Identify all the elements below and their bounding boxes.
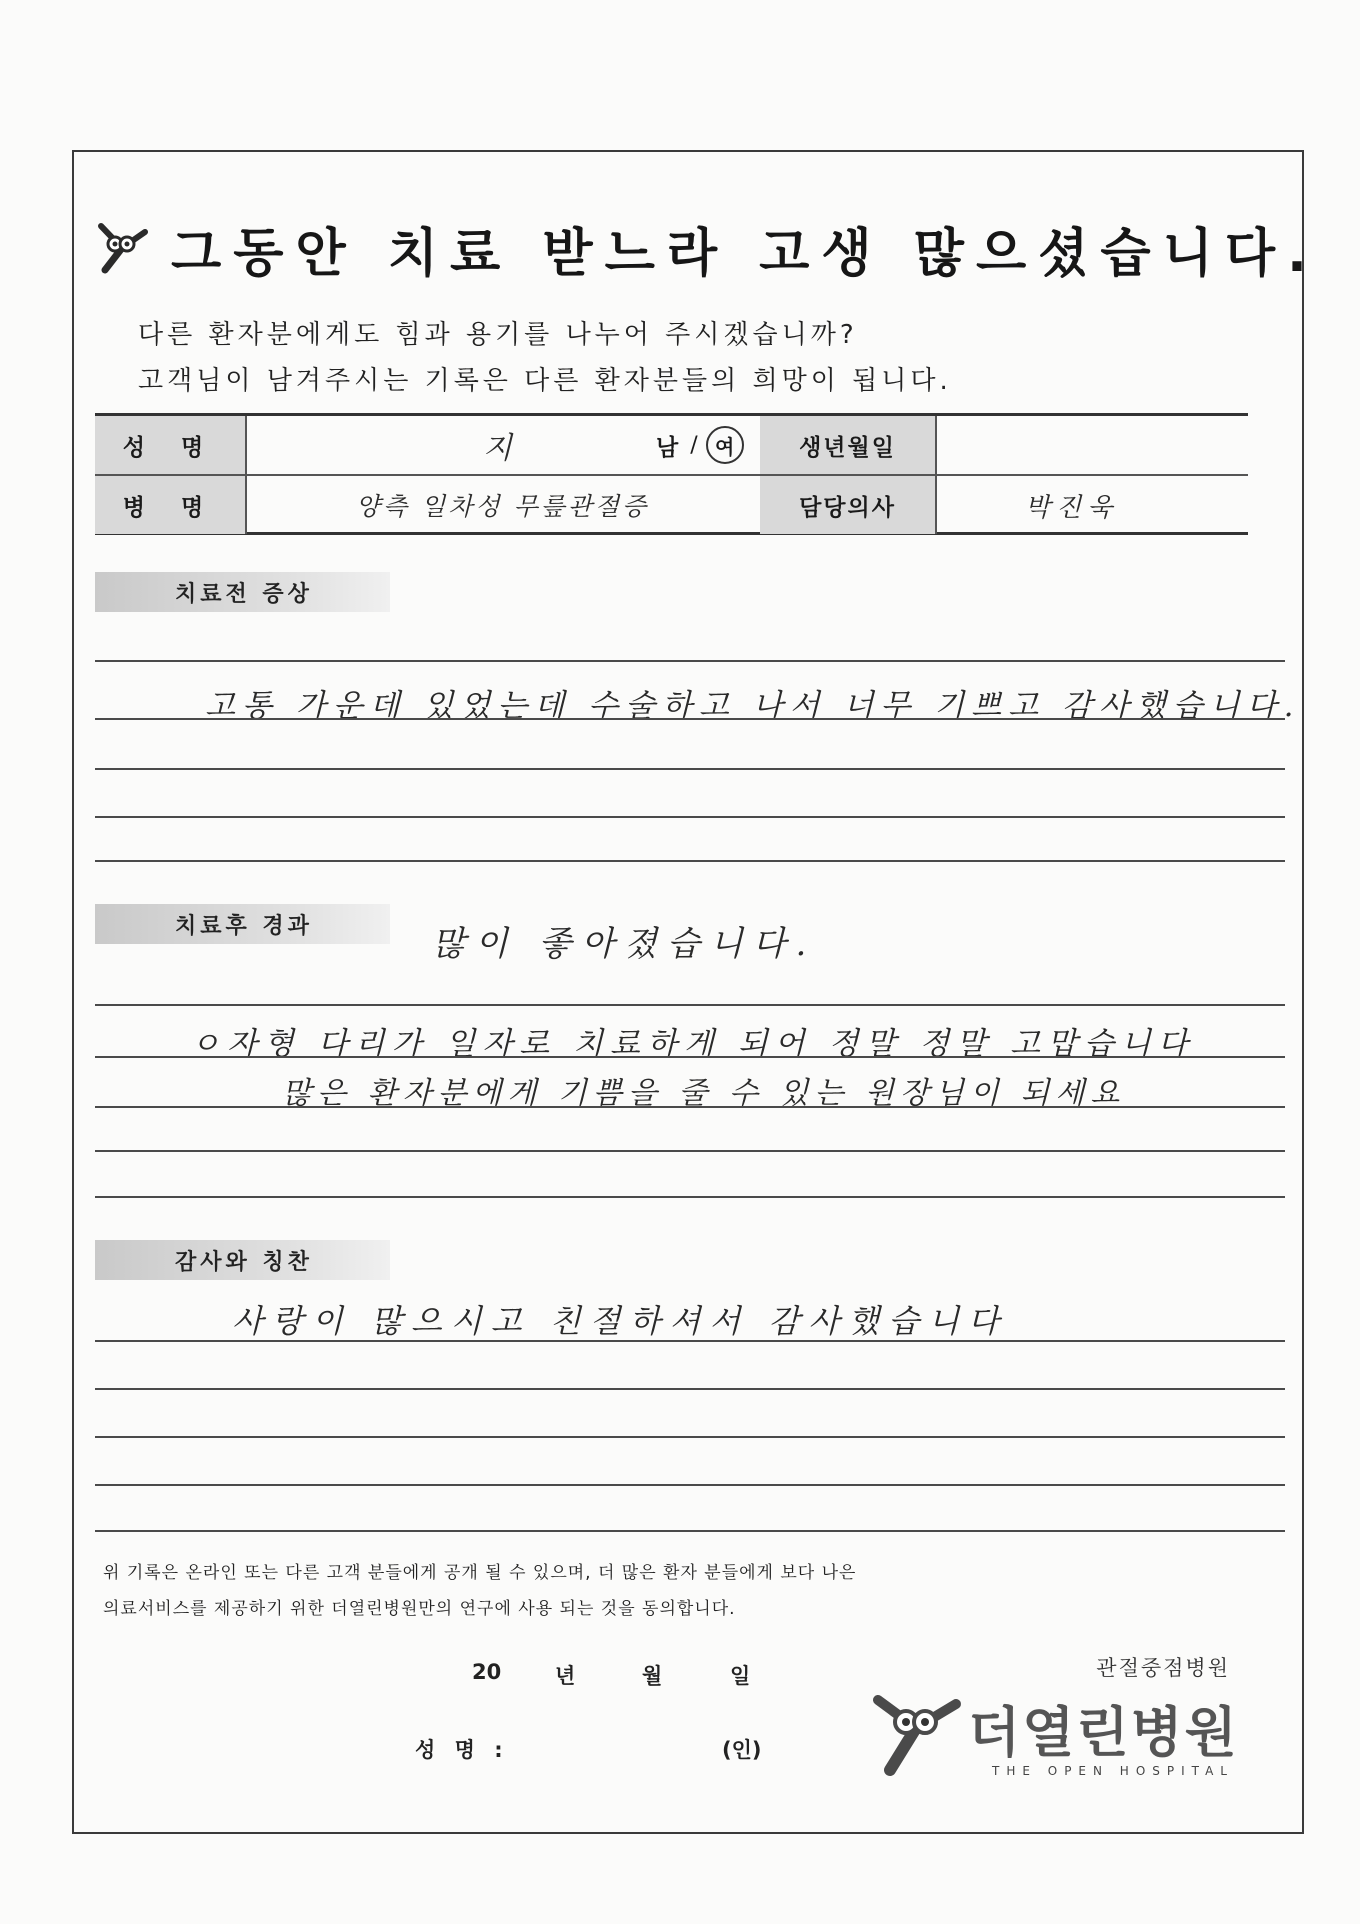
before-treatment-answer[interactable]: 고통 가운데 있었는데 수술하고 나서 너무 기쁘고 감사했습니다.	[205, 688, 1301, 724]
ruled-line	[95, 718, 1285, 720]
hospital-logo-subtitle: 관절중점병원	[1096, 1656, 1230, 1680]
ruled-line	[95, 1484, 1285, 1486]
intro-line-2: 고객님이 남겨주시는 기록은 다른 환자분들의 희망이 됩니다.	[138, 366, 952, 396]
date-day-label: 일	[730, 1664, 751, 1688]
ruled-line	[95, 1436, 1285, 1438]
gender-male-option[interactable]: 남	[655, 434, 679, 461]
ruled-line	[95, 1388, 1285, 1390]
consent-text-line-1: 위 기록은 온라인 또는 다른 고객 분들에게 공개 될 수 있으며, 더 많은 환자 분들에게 보다 나은	[103, 1563, 857, 1583]
hospital-logo-english: THE OPEN HOSPITAL	[992, 1764, 1234, 1778]
ruled-line	[95, 1340, 1285, 1342]
consent-text-line-2: 의료서비스를 제공하기 위한 더열린병원만의 연구에 사용 되는 것을 동의합니다.	[103, 1599, 736, 1619]
ruled-line	[95, 1056, 1285, 1058]
seal-label: (인)	[722, 1738, 762, 1762]
ruled-line	[95, 860, 1285, 862]
birth-label: 생년월일	[760, 416, 935, 474]
date-year-label: 년	[555, 1664, 576, 1688]
thanks-answer[interactable]: 사랑이 많으시고 친절하셔서 감사했습니다	[232, 1302, 1008, 1340]
hospital-logo	[860, 1652, 1240, 1782]
doctor-value: 박진욱	[1025, 492, 1119, 523]
section-before-treatment-label: 치료전 증상	[95, 572, 390, 612]
section-thanks-label: 감사와 칭찬	[95, 1240, 390, 1280]
after-treatment-answer-line-1[interactable]: ㅇ자형 다리가 일자로 치료하게 되어 정말 정말 고맙습니다	[190, 1026, 1195, 1062]
info-row-name	[95, 416, 1248, 474]
ruled-line	[95, 1106, 1285, 1108]
date-year-prefix: 20	[472, 1660, 502, 1684]
hospital-logo-mark-icon	[868, 1682, 964, 1778]
disease-label: 병 명	[95, 476, 245, 534]
name-value: 지	[483, 431, 518, 466]
ruled-line	[95, 1196, 1285, 1198]
name-label: 성 명	[95, 416, 245, 474]
form-title	[95, 208, 1319, 288]
page-title: 그동안 치료 받느라 고생 많으셨습니다.	[171, 223, 1319, 284]
ruled-line	[95, 1150, 1285, 1152]
date-month-label: 월	[642, 1664, 663, 1688]
patient-info-table	[95, 413, 1248, 535]
ruled-line	[95, 1530, 1285, 1532]
signature-label: 성 명 :	[415, 1738, 509, 1762]
name-field[interactable]	[245, 416, 760, 474]
doctor-field[interactable]	[935, 476, 1248, 534]
ruled-line	[95, 768, 1285, 770]
doctor-label: 담당의사	[760, 476, 935, 534]
info-row-disease	[95, 474, 1248, 534]
birth-field[interactable]	[935, 416, 1248, 474]
section-after-treatment-label: 치료후 경과	[95, 904, 390, 944]
intro-line-1: 다른 환자분에게도 힘과 용기를 나누어 주시겠습니까?	[138, 320, 858, 350]
hospital-logo-name: 더열린병원	[968, 1701, 1239, 1764]
ruled-line	[95, 816, 1285, 818]
after-treatment-answer-line-2[interactable]: 많은 환자분에게 기쁨을 줄 수 있는 원장님이 되세요	[282, 1076, 1126, 1111]
ruled-line	[95, 1004, 1285, 1006]
after-treatment-inline-answer[interactable]: 많이 좋아졌습니다.	[432, 924, 817, 964]
hospital-logo-mark-icon	[95, 218, 149, 278]
disease-value: 양측 일차성 무릎관절증	[355, 492, 650, 521]
signature-field[interactable]	[520, 1734, 700, 1762]
gender-female-option-selected[interactable]: 여	[706, 426, 744, 464]
disease-field[interactable]	[245, 476, 760, 534]
ruled-line	[95, 660, 1285, 662]
gender-separator: /	[690, 432, 698, 458]
